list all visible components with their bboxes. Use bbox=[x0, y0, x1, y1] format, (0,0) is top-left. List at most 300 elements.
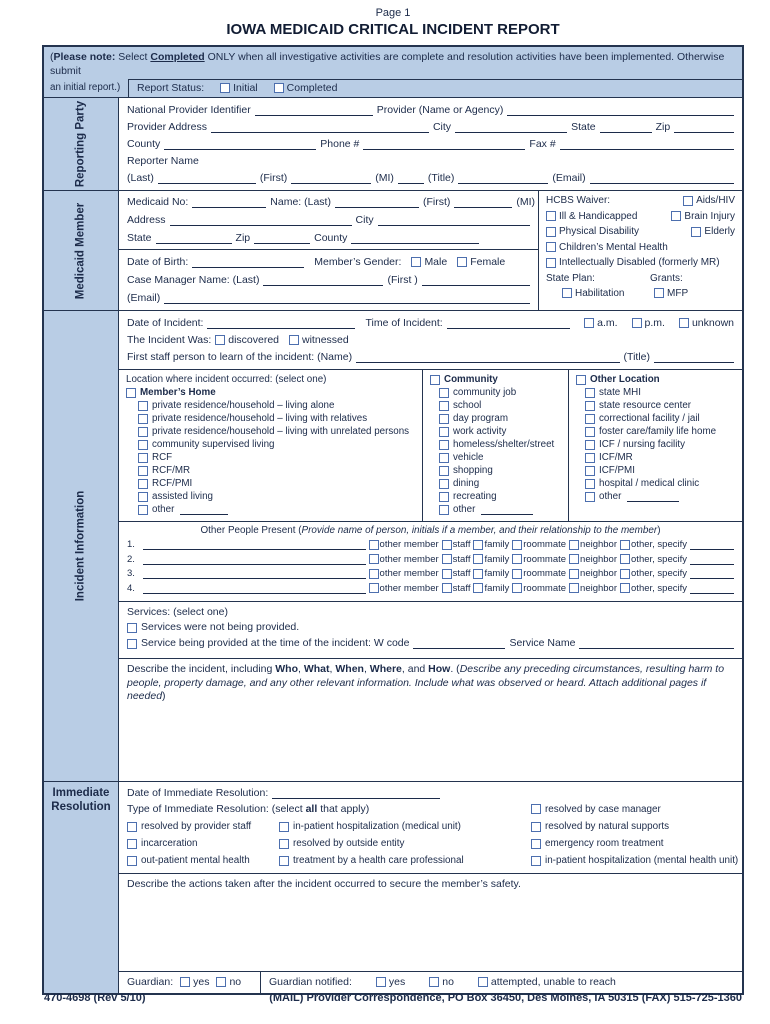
report-status-label: Report Status: bbox=[137, 82, 205, 94]
relationship-checkbox[interactable] bbox=[369, 583, 379, 593]
completed-checkbox[interactable] bbox=[274, 83, 284, 93]
checkbox-option bbox=[620, 554, 687, 565]
case-manager-last-field[interactable] bbox=[263, 275, 383, 286]
waiver-checkbox[interactable] bbox=[546, 242, 556, 252]
option-label: witnessed bbox=[302, 334, 349, 346]
location-option bbox=[430, 412, 564, 425]
option-label: Community bbox=[444, 374, 498, 385]
location-checkbox[interactable] bbox=[585, 453, 595, 463]
form-line bbox=[127, 256, 530, 268]
city-label: City bbox=[432, 121, 452, 133]
option-label: RCF bbox=[152, 452, 173, 463]
initial-option bbox=[220, 82, 258, 94]
medicaid-no-label: Medicaid No: bbox=[127, 196, 189, 208]
prompt-segment: When bbox=[335, 663, 364, 675]
note-segment: Please note: bbox=[53, 51, 116, 63]
resolution-checkbox[interactable] bbox=[531, 804, 541, 814]
relationship-other-checkbox[interactable] bbox=[620, 569, 630, 579]
location-checkbox[interactable] bbox=[138, 492, 148, 502]
member-county-field[interactable] bbox=[351, 233, 479, 244]
location-option bbox=[576, 412, 738, 425]
option-label: no bbox=[442, 976, 454, 988]
option-label: yes bbox=[193, 976, 210, 988]
no-services-checkbox[interactable] bbox=[127, 623, 137, 633]
relationship-other-checkbox[interactable] bbox=[620, 540, 630, 550]
county-field[interactable] bbox=[164, 139, 316, 150]
location-option bbox=[126, 503, 418, 516]
option-label: staff bbox=[452, 553, 471, 565]
option-label: other, specify bbox=[631, 553, 687, 565]
relationship-checkbox[interactable] bbox=[569, 540, 579, 550]
relationship-checkbox[interactable] bbox=[442, 540, 452, 550]
location-option bbox=[430, 477, 564, 490]
location-checkbox[interactable] bbox=[585, 492, 595, 502]
checkbox-option bbox=[569, 568, 617, 579]
mi-field[interactable] bbox=[398, 173, 424, 184]
other-location-checkbox[interactable] bbox=[576, 375, 586, 385]
last-name-field[interactable] bbox=[158, 173, 256, 184]
location-option bbox=[126, 412, 418, 425]
phone-label: Phone # bbox=[320, 138, 360, 150]
guardian-no-checkbox[interactable] bbox=[216, 977, 226, 987]
location-checkbox[interactable] bbox=[138, 505, 148, 515]
first-name-label: (First) bbox=[259, 172, 288, 184]
incident-was-label: The Incident Was: bbox=[127, 334, 212, 346]
hcbs-row bbox=[546, 257, 735, 268]
relationship-other-checkbox[interactable] bbox=[620, 583, 630, 593]
prompt-segment: , bbox=[363, 663, 370, 675]
location-checkbox[interactable] bbox=[585, 388, 595, 398]
state-plan-line bbox=[546, 273, 735, 284]
checkbox-option bbox=[546, 242, 668, 253]
location-checkbox[interactable] bbox=[138, 453, 148, 463]
option-label: ICF/MR bbox=[599, 452, 633, 463]
describe-incident-block bbox=[119, 659, 742, 781]
option-label: correctional facility / jail bbox=[599, 413, 700, 424]
relationship-checkbox[interactable] bbox=[512, 540, 522, 550]
form-line bbox=[127, 214, 530, 226]
option-label: other bbox=[453, 504, 476, 515]
resolution-checkbox[interactable] bbox=[279, 839, 289, 849]
checkbox-option bbox=[671, 211, 735, 222]
location-option bbox=[126, 464, 418, 477]
location-checkbox[interactable] bbox=[439, 427, 449, 437]
unknown-option bbox=[679, 317, 734, 329]
relationship-checkbox[interactable] bbox=[369, 540, 379, 550]
guardian-notified-cell bbox=[261, 972, 742, 993]
location-checkbox[interactable] bbox=[439, 479, 449, 489]
person-name-field[interactable] bbox=[143, 539, 366, 550]
relationship-checkbox[interactable] bbox=[473, 583, 483, 593]
location-column-members-home bbox=[119, 370, 422, 521]
other-person-row bbox=[127, 539, 734, 550]
hcbs-waiver-label: HCBS Waiver: bbox=[546, 195, 611, 206]
other-specify-field[interactable] bbox=[690, 583, 734, 594]
option-label: work activity bbox=[453, 426, 507, 437]
option-label: other, specify bbox=[631, 568, 687, 579]
section-label: Incident Information bbox=[74, 490, 87, 602]
waiver-checkbox[interactable] bbox=[546, 258, 556, 268]
waiver-checkbox[interactable] bbox=[671, 211, 681, 221]
location-checkbox[interactable] bbox=[138, 401, 148, 411]
location-checkbox[interactable] bbox=[138, 414, 148, 424]
option-label: MFP bbox=[667, 287, 689, 299]
resolution-checkbox[interactable] bbox=[127, 822, 137, 832]
option-label: other member bbox=[379, 582, 439, 594]
location-checkbox[interactable] bbox=[138, 427, 148, 437]
option-label: RCF/PMI bbox=[152, 478, 193, 489]
relationship-checkbox[interactable] bbox=[473, 569, 483, 579]
option-label: shopping bbox=[453, 465, 493, 476]
prompt-segment: , bbox=[329, 663, 336, 675]
medicaid-member-sidebar bbox=[44, 191, 119, 310]
members-home-checkbox[interactable] bbox=[126, 388, 136, 398]
member-first-field[interactable] bbox=[454, 197, 512, 208]
location-checkbox[interactable] bbox=[585, 440, 595, 450]
incident-basics-block bbox=[119, 311, 742, 370]
resolution-option bbox=[127, 838, 277, 849]
prompt-segment: . ( bbox=[450, 663, 460, 675]
first-staff-title-label: (Title) bbox=[623, 351, 650, 363]
option-label: Male bbox=[424, 256, 448, 268]
form-line bbox=[127, 172, 734, 184]
relationship-checkbox[interactable] bbox=[569, 569, 579, 579]
option-label: in-patient hospitalization (mental health unit) bbox=[545, 855, 739, 866]
unknown-checkbox[interactable] bbox=[679, 318, 689, 328]
resolution-checkbox[interactable] bbox=[127, 839, 137, 849]
county-label: County bbox=[127, 138, 161, 150]
option-label: other, specify bbox=[631, 539, 687, 550]
location-option bbox=[430, 490, 564, 503]
incident-report-form bbox=[42, 45, 744, 995]
option-label: resolved by natural supports bbox=[545, 821, 670, 832]
location-checkbox[interactable] bbox=[439, 453, 449, 463]
resolution-checkbox[interactable] bbox=[279, 856, 289, 866]
option-label: community job bbox=[453, 387, 517, 398]
form-line bbox=[127, 121, 734, 133]
service-provided-checkbox[interactable] bbox=[127, 639, 137, 649]
resolution-checkbox[interactable] bbox=[279, 822, 289, 832]
relationship-checkbox[interactable] bbox=[442, 569, 452, 579]
location-checkbox[interactable] bbox=[439, 466, 449, 476]
location-header: Location where incident occurred: (select one) bbox=[126, 374, 327, 385]
dob-label: Date of Birth: bbox=[127, 256, 189, 268]
habilitation-checkbox[interactable] bbox=[562, 288, 572, 298]
gender-label: Member’s Gender: bbox=[314, 256, 402, 268]
medicaid-member-content bbox=[119, 191, 742, 310]
relationship-checkbox[interactable] bbox=[442, 583, 452, 593]
provider-name-field[interactable] bbox=[507, 105, 734, 116]
checkbox-option bbox=[569, 554, 617, 565]
form-line bbox=[127, 155, 734, 167]
option-label: family bbox=[484, 553, 510, 565]
option-label: Elderly bbox=[704, 226, 735, 237]
option-label: a.m. bbox=[597, 317, 618, 329]
prompt-segment: , and bbox=[401, 663, 429, 675]
option-label: other, specify bbox=[631, 582, 687, 594]
incident-date-field[interactable] bbox=[207, 318, 355, 329]
form-line bbox=[127, 787, 734, 799]
location-option bbox=[576, 399, 738, 412]
other-person-row bbox=[127, 568, 734, 579]
other-specify-field[interactable] bbox=[690, 539, 734, 550]
reporting-party-sidebar bbox=[44, 98, 119, 190]
relationship-checkbox[interactable] bbox=[369, 554, 379, 564]
location-checkbox[interactable] bbox=[585, 427, 595, 437]
first-staff-name-field[interactable] bbox=[356, 352, 619, 363]
case-manager-first-field[interactable] bbox=[422, 275, 530, 286]
resolution-checkbox[interactable] bbox=[531, 856, 541, 866]
location-option bbox=[126, 425, 418, 438]
location-option bbox=[430, 438, 564, 451]
other-location-field[interactable] bbox=[180, 504, 228, 515]
state-plan-label: State Plan: bbox=[546, 272, 595, 284]
option-label: other member bbox=[379, 568, 439, 579]
services-header: Services: (select one) bbox=[127, 606, 228, 618]
member-email-field[interactable] bbox=[164, 293, 530, 304]
option-label: Initial bbox=[233, 82, 258, 94]
service-name-field[interactable] bbox=[579, 638, 734, 649]
option-label: Aids/HIV bbox=[696, 195, 735, 206]
female-option bbox=[457, 256, 505, 268]
option-label: emergency room treatment bbox=[545, 838, 664, 849]
incident-time-label: Time of Incident: bbox=[365, 317, 443, 329]
option-label: staff bbox=[452, 539, 471, 550]
state-field[interactable] bbox=[600, 122, 652, 133]
title-label: (Title) bbox=[427, 172, 455, 184]
member-state-field[interactable] bbox=[156, 233, 232, 244]
member-zip-label: Zip bbox=[235, 232, 251, 244]
option-label: other member bbox=[379, 553, 439, 565]
reporter-name-label: Reporter Name bbox=[127, 155, 199, 167]
female-checkbox[interactable] bbox=[457, 257, 467, 267]
location-option bbox=[126, 477, 418, 490]
option-label: Service being provided at the time of the incident: W code bbox=[141, 637, 410, 649]
incident-time-field[interactable] bbox=[447, 318, 570, 329]
waiver-checkbox[interactable] bbox=[546, 227, 556, 237]
other-specify-field[interactable] bbox=[690, 568, 734, 579]
zip-field[interactable] bbox=[674, 122, 734, 133]
waiver-checkbox[interactable] bbox=[683, 196, 693, 206]
grants-label: Grants: bbox=[650, 272, 683, 284]
option-label: ICF/PMI bbox=[599, 465, 635, 476]
email-field[interactable] bbox=[590, 173, 734, 184]
resolution-checkbox[interactable] bbox=[531, 822, 541, 832]
checkbox-option bbox=[473, 583, 509, 594]
waiver-checkbox[interactable] bbox=[691, 227, 701, 237]
state-label: State bbox=[571, 121, 596, 133]
resolution-options-grid bbox=[127, 803, 739, 866]
relationship-checkbox[interactable] bbox=[512, 583, 522, 593]
guardian-block bbox=[119, 972, 742, 993]
dob-field[interactable] bbox=[192, 257, 304, 268]
option-label: in-patient hospitalization (medical unit) bbox=[293, 821, 461, 832]
notified-yes-checkbox[interactable] bbox=[376, 977, 386, 987]
initial-checkbox[interactable] bbox=[220, 83, 230, 93]
location-option bbox=[576, 490, 738, 503]
row-number: 3. bbox=[127, 568, 135, 579]
form-line bbox=[127, 317, 734, 329]
form-line bbox=[127, 138, 734, 150]
waiver-checkbox[interactable] bbox=[546, 211, 556, 221]
npi-field[interactable] bbox=[255, 105, 373, 116]
mfp-checkbox[interactable] bbox=[654, 288, 664, 298]
member-last-field[interactable] bbox=[335, 197, 419, 208]
location-option bbox=[576, 386, 738, 399]
form-line bbox=[127, 351, 734, 363]
option-label: family bbox=[484, 568, 510, 579]
relationship-checkbox[interactable] bbox=[512, 569, 522, 579]
note-segment: ONLY when all investigative activities are complete and resolution activities have been implemented. Otherwise submit bbox=[50, 51, 725, 77]
prompt-segment: Describe the incident, including bbox=[127, 663, 276, 675]
guardian-yes-option bbox=[180, 976, 209, 988]
option-label: Habilitation bbox=[575, 287, 625, 299]
report-status-cell bbox=[128, 79, 742, 97]
relationship-other-checkbox[interactable] bbox=[620, 554, 630, 564]
resolution-date-field[interactable] bbox=[272, 788, 440, 799]
location-checkbox[interactable] bbox=[439, 492, 449, 502]
option-label: Intellectually Disabled (formerly MR) bbox=[559, 257, 720, 268]
other-people-block bbox=[119, 522, 742, 602]
resolution-checkbox[interactable] bbox=[531, 839, 541, 849]
relationship-checkbox[interactable] bbox=[512, 554, 522, 564]
reporting-party-content bbox=[119, 98, 742, 190]
row-number: 2. bbox=[127, 553, 135, 565]
checkbox-option bbox=[369, 554, 439, 565]
location-option bbox=[430, 399, 564, 412]
member-fields bbox=[119, 191, 538, 310]
form-line bbox=[127, 196, 536, 208]
phone-field[interactable] bbox=[363, 139, 525, 150]
prompt-segment: What bbox=[303, 663, 330, 675]
other-location-field[interactable] bbox=[481, 504, 533, 515]
option-label: yes bbox=[388, 976, 406, 988]
first-staff-title-field[interactable] bbox=[654, 352, 734, 363]
checkbox-option bbox=[473, 539, 509, 550]
header-note-row bbox=[44, 47, 742, 97]
notified-attempted-checkbox[interactable] bbox=[478, 977, 488, 987]
checkbox-option bbox=[683, 195, 735, 206]
member-mi-label: (MI) bbox=[516, 196, 536, 208]
person-name-field[interactable] bbox=[143, 583, 366, 594]
person-name-field[interactable] bbox=[143, 568, 366, 579]
relationship-checkbox[interactable] bbox=[369, 569, 379, 579]
discovered-option bbox=[215, 334, 279, 346]
first-name-field[interactable] bbox=[291, 173, 371, 184]
case-manager-label: Case Manager Name: (Last) bbox=[127, 274, 260, 286]
option-label: incarceration bbox=[141, 838, 198, 849]
location-checkbox[interactable] bbox=[439, 401, 449, 411]
section-label: Medicaid Member bbox=[74, 202, 87, 299]
member-address-field[interactable] bbox=[170, 215, 352, 226]
community-checkbox[interactable] bbox=[430, 375, 440, 385]
option-label: Female bbox=[470, 256, 506, 268]
option-label: other member bbox=[379, 539, 439, 550]
other-location-field[interactable] bbox=[627, 491, 679, 502]
prompt-segment: that apply) bbox=[317, 803, 370, 815]
option-label: community supervised living bbox=[152, 439, 275, 450]
discovered-checkbox[interactable] bbox=[215, 335, 225, 345]
actions-taken-block bbox=[119, 874, 742, 972]
checkbox-option bbox=[620, 583, 687, 594]
other-specify-field[interactable] bbox=[690, 554, 734, 565]
header-segment: Provide name of person, initials if a member, and their relationship to the member bbox=[301, 525, 658, 536]
option-label: Other Location bbox=[590, 374, 660, 385]
resolution-option bbox=[531, 855, 738, 866]
location-checkbox[interactable] bbox=[138, 440, 148, 450]
male-checkbox[interactable] bbox=[411, 257, 421, 267]
hcbs-row bbox=[546, 195, 735, 206]
relationship-checkbox[interactable] bbox=[569, 583, 579, 593]
witnessed-checkbox[interactable] bbox=[289, 335, 299, 345]
form-line bbox=[127, 334, 734, 346]
checkbox-option bbox=[512, 539, 566, 550]
location-checkbox[interactable] bbox=[585, 479, 595, 489]
option-label: no bbox=[229, 976, 242, 988]
guardian-cell bbox=[119, 972, 261, 993]
provider-address-field[interactable] bbox=[211, 122, 429, 133]
title-field[interactable] bbox=[458, 173, 548, 184]
location-checkbox[interactable] bbox=[585, 414, 595, 424]
checkbox-option bbox=[369, 568, 439, 579]
medicaid-no-field[interactable] bbox=[192, 197, 266, 208]
option-label: attempted, unable to reach bbox=[490, 976, 616, 988]
location-checkbox[interactable] bbox=[585, 401, 595, 411]
mailing-info: (MAIL) Provider Correspondence, PO Box 36450, Des Moines, IA 50315 (FAX) 515-725-1360 bbox=[269, 992, 742, 1004]
relationship-checkbox[interactable] bbox=[473, 554, 483, 564]
resolution-type-block bbox=[119, 782, 742, 874]
relationship-checkbox[interactable] bbox=[442, 554, 452, 564]
w-code-field[interactable] bbox=[413, 638, 505, 649]
location-checkbox[interactable] bbox=[138, 479, 148, 489]
location-checkbox[interactable] bbox=[138, 466, 148, 476]
section-immediate-resolution bbox=[44, 781, 742, 993]
location-checkbox[interactable] bbox=[439, 414, 449, 424]
option-label: resolved by outside entity bbox=[293, 838, 405, 849]
members-home-items bbox=[126, 399, 418, 516]
checkbox-option bbox=[442, 568, 471, 579]
member-city-field[interactable] bbox=[378, 215, 530, 226]
location-option bbox=[430, 386, 564, 399]
last-name-label: (Last) bbox=[127, 172, 154, 184]
checkbox-option bbox=[442, 583, 471, 594]
fax-field[interactable] bbox=[560, 139, 734, 150]
am-checkbox[interactable] bbox=[584, 318, 594, 328]
notified-no-checkbox[interactable] bbox=[429, 977, 439, 987]
witnessed-option bbox=[289, 334, 349, 346]
resolution-checkbox[interactable] bbox=[127, 856, 137, 866]
location-checkbox[interactable] bbox=[439, 505, 449, 515]
case-manager-first-label: (First ) bbox=[387, 274, 418, 286]
form-line bbox=[127, 621, 734, 633]
location-checkbox[interactable] bbox=[585, 466, 595, 476]
location-checkbox[interactable] bbox=[439, 440, 449, 450]
guardian-yes-checkbox[interactable] bbox=[180, 977, 190, 987]
pm-checkbox[interactable] bbox=[632, 318, 642, 328]
notified-yes-option bbox=[376, 976, 405, 988]
relationship-checkbox[interactable] bbox=[473, 540, 483, 550]
checkbox-option bbox=[691, 226, 735, 237]
person-name-field[interactable] bbox=[143, 554, 366, 565]
option-label: staff bbox=[452, 568, 471, 579]
option-label: private residence/household – living alone bbox=[152, 400, 335, 411]
community-option bbox=[430, 373, 564, 386]
relationship-checkbox[interactable] bbox=[569, 554, 579, 564]
city-field[interactable] bbox=[455, 122, 567, 133]
location-checkbox[interactable] bbox=[439, 388, 449, 398]
mi-label: (MI) bbox=[375, 172, 394, 184]
member-zip-field[interactable] bbox=[254, 233, 310, 244]
